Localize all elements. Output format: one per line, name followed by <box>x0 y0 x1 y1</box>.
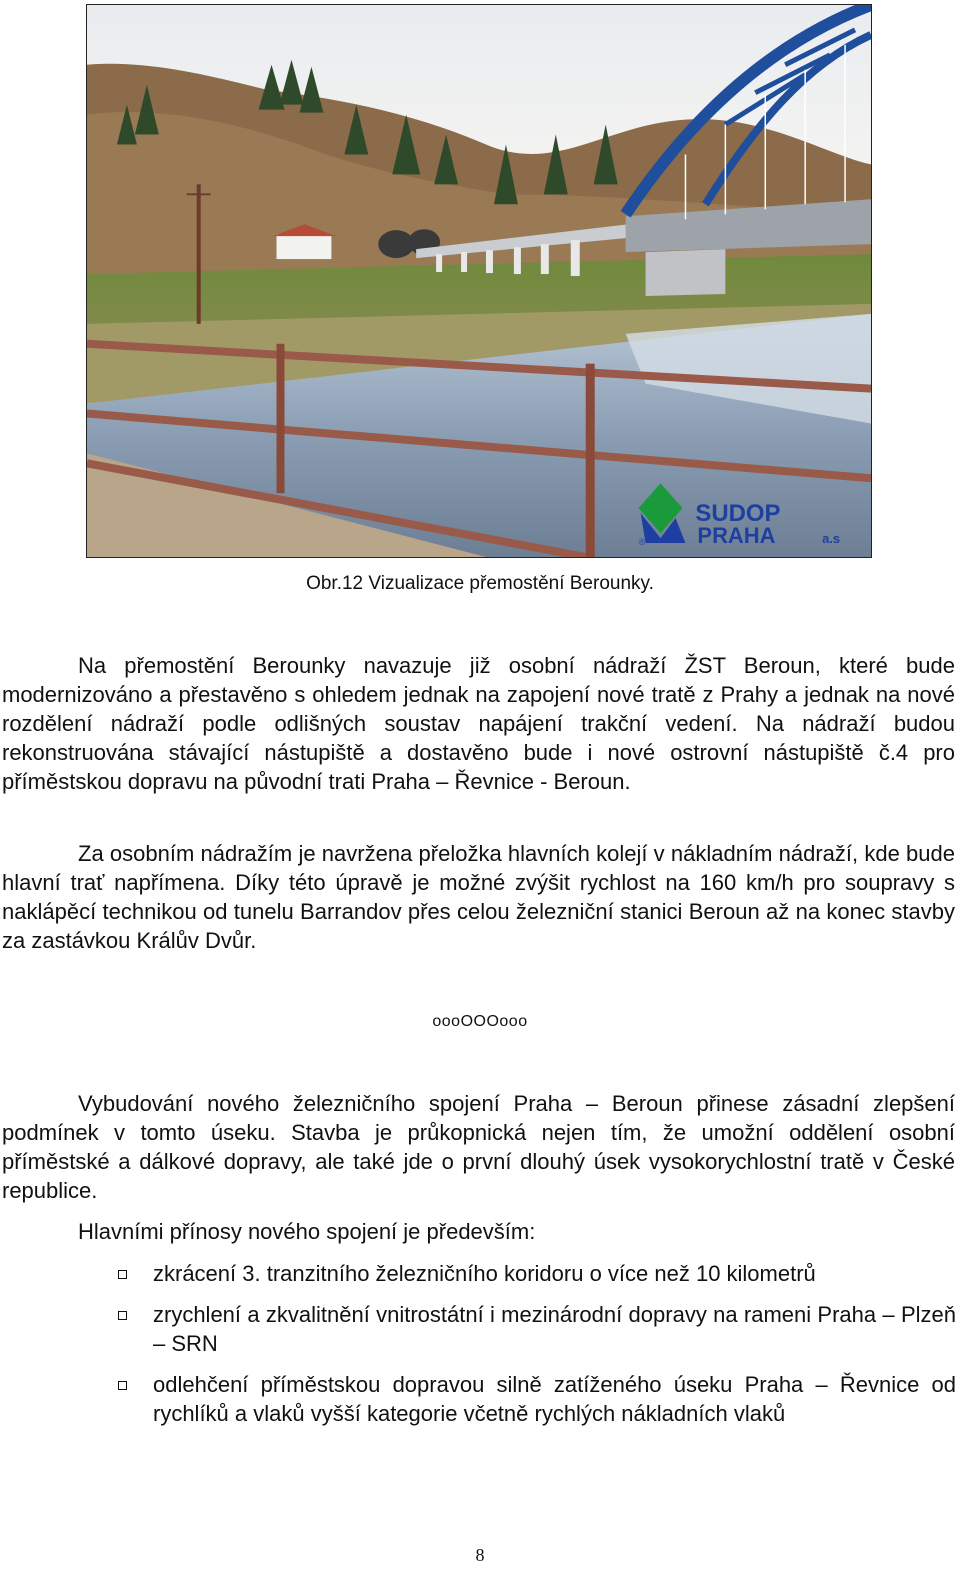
logo-text-sudop: SUDOP <box>695 500 781 528</box>
benefits-list <box>118 1259 956 1440</box>
list-item-text: zrychlení a zkvalitnění vnitrostátní i mezinárodní dopravy na rameni Praha – Plzeň – SRN <box>153 1302 956 1356</box>
paragraph-benefits-intro: Vybudování nového železničního spojení Praha – Beroun přinese zásadní zlepšení podmínek v tomto úseku. Stavba je průkopnická nejen tím, že umožní oddělení osobní příměstské a dálkové dopravy, ale také jde o první dlouhý úsek vysokorychlostní tratě v České republice. <box>2 1091 955 1203</box>
list-item <box>118 1259 956 1288</box>
paragraph-station: Na přemostění Berounky navazuje již osobní nádraží ŽST Beroun, které bude modernizováno a přestavěno s ohledem jednak na zapojení nové tratě z Prahy a jednak na nové rozdělení nádraží podle odlišných soustav napájení trakční vedení. Na nádraží budou rekonstruována stávající nástupiště a dostavěno bude i nové ostrovní nástupiště č.4 pro příměstskou dopravu na původní trati Praha – Řevnice - Beroun. <box>2 653 955 794</box>
benefits-lead: Hlavními přínosy nového spojení je především: <box>78 1219 536 1244</box>
list-item <box>118 1370 956 1428</box>
page-number: 8 <box>475 1545 485 1565</box>
bridge-illustration <box>87 5 871 557</box>
logo-registered-mark: ® <box>638 537 646 548</box>
list-item-text: odlehčení příměstskou dopravou silně zatíženého úseku Praha – Řevnice od rychlíků a vlaků vyšší kategorie včetně rychlých nákladních vlaků <box>153 1372 956 1426</box>
logo-text-praha: PRAHA <box>697 523 776 549</box>
paragraph-freight-relocation: Za osobním nádražím je navržena přeložka hlavních kolejí v nákladním nádraží, kde bude hlavní trať napřímena. Díky této úpravě je možné zvýšit rychlost na 160 km/h pro soupravy s naklápěcí technikou od tunelu Barrandov přes celou železniční stanici Beroun až na konec stavby za zastávkou Králův Dvůr. <box>2 841 955 953</box>
checkbox-bullet-icon <box>118 1381 127 1390</box>
section-separator: oooOOOooo <box>432 1013 528 1030</box>
checkbox-bullet-icon <box>118 1270 127 1279</box>
logo-text-suffix: a.s <box>822 531 841 547</box>
figure-caption: Obr.12 Vizualizace přemostění Berounky. <box>306 573 654 594</box>
list-item-text: zkrácení 3. tranzitního železničního koridoru o více než 10 kilometrů <box>153 1261 816 1286</box>
bridge-visualization-image <box>86 4 872 558</box>
checkbox-bullet-icon <box>118 1311 127 1320</box>
list-item <box>118 1300 956 1358</box>
